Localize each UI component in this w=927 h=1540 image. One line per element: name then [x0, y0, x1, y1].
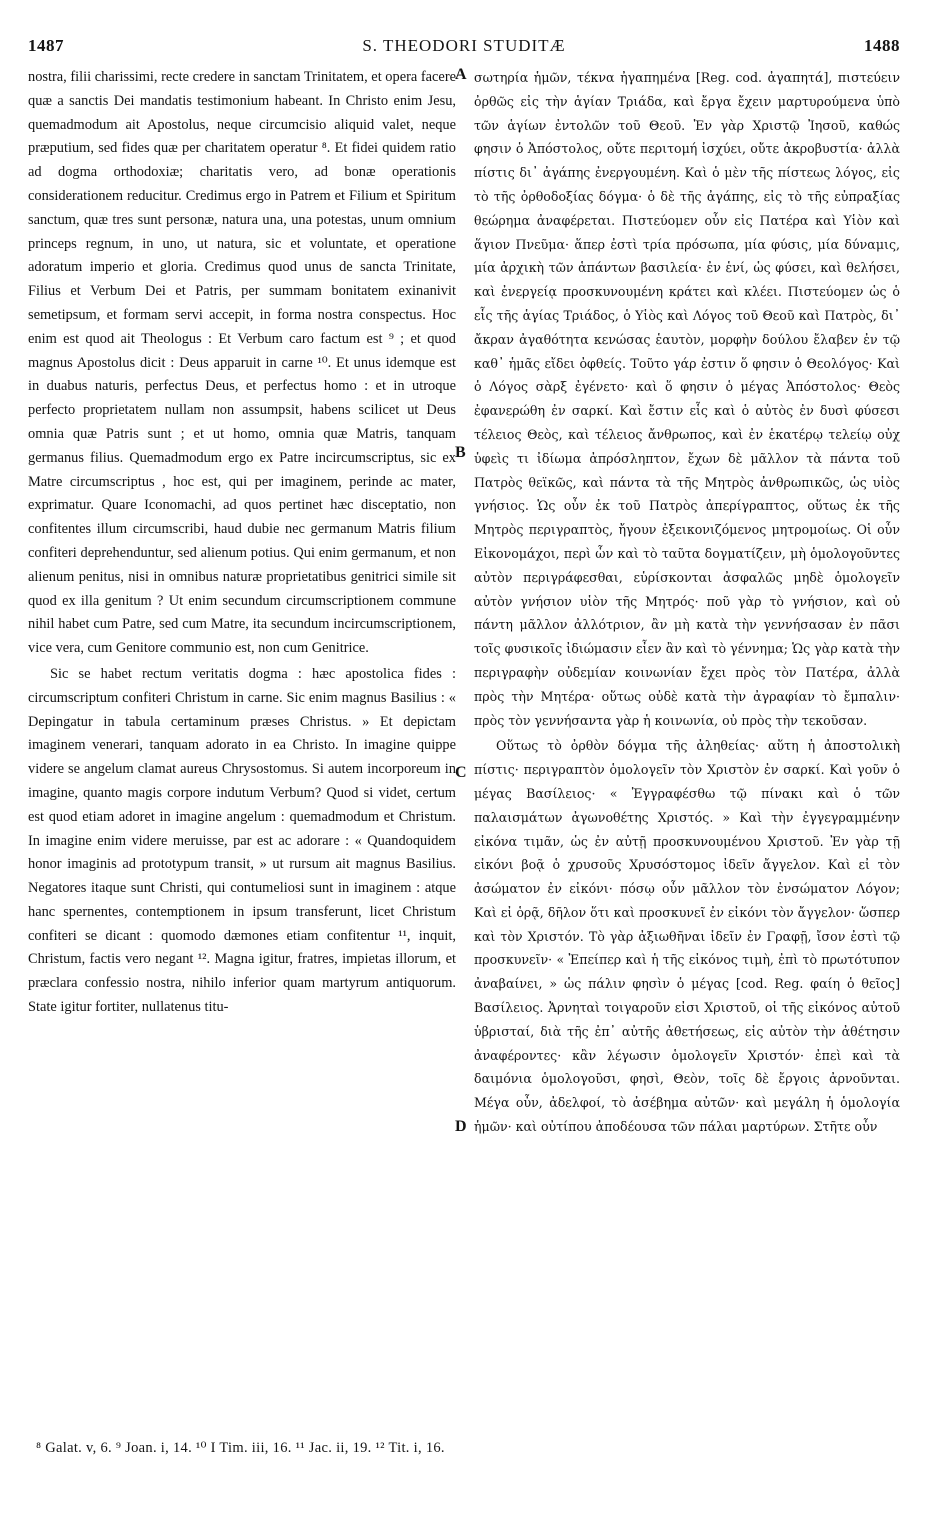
running-title: S. THEODORI STUDITÆ [362, 36, 566, 55]
greek-column [474, 66, 900, 1139]
page-number-right: 1488 [864, 36, 900, 55]
latin-paragraph-1: nostra, filii charissimi, recte credere in sanctam Trinitatem, et opera facere quæ a sanctis Dei mandatis testimonium habeant. In Christo enim Jesu, quemadmodum ait Apostolus, neque circumcisio aliquid valet, neque præputium, sed fides quæ per charitatem operatur ⁸. Et fidei quidem ratio ad dogma orthodoxiæ; charitatis vero, ad bonæ operationis considerationem reducitur. Credimus ergo in Patrem et Filium et Spiritum sanctum, quæ tres sunt personæ, natura una, una potestas, unum omnium princeps regnum, in uno, ut natura, sic et voluntate, et operatione adoratum imperio et gloria. Credimus quod unus de sancta Trinitate, Filius et Verbum Dei et Patris, per summam bonitatem exinanivit semetipsum, et formam servi accepit, in forma nostra conspectus. Hoc enim est quod ait Theologus : Et Verbum caro factum est ⁹ ; et quod magnus Apostolus dicit : Deus apparuit in carne ¹⁰. Et unus idemque est in duabus naturis, perfectus Deus, et perfectus homo : et in utroque perfecto proprietatem nullam non assumpsit, habens scilicet ut Deus omnia quæ Patris sunt ; et ut homo, omnia quæ Matris, tanquam germanus filius. Quemadmodum ergo ex Patre incircumscriptus, sic ex Matre circumscriptus , hoc est, qui per imaginem, perinde ac mater, exprimatur. Quare Iconomachi, ad quos pertinet hæc disceptatio, non confitentes illum circumscribi, haud dubie nec germanum Matris filium confiteri deprehenduntur, sed alienum potius. Qui enim germanum, et non alienum penitus, nisi in omnibus naturæ proprietatibus genitrici simile sit quod ex illa genitum ? Ut enim secundum circumscriptionem commune nihil habet cum Patre, sed cum Matre, ita secundum incircumscriptionem, vice vera, cum Genitore communio est, non cum Genitrice. [28, 69, 456, 657]
margin-letter-b: B [455, 444, 466, 461]
greek-paragraph-2: Οὕτως τὸ ὀρθὸν δόγμα τῆς ἀληθείας· αὕτη ἡ ἀποστολικὴ πίστις· περιγραπτὸν ὁμολογεῖν τὸν Χριστὸν ἐν σαρκί. Καὶ γοῦν ὁ μέγας Βασίλειος· « Ἐγγραφέσθω τῷ πίνακι καὶ ὁ τῶν παλαισμάτων ἀγωνοθέτης Χριστός. » Καὶ τὴν ἐγγεγραμμένην εἰκόνα τιμᾶν, ὡς ἐν αὐτῇ προσκυνουμένου Χριστοῦ. Ἐν γὰρ τῇ εἰκόνι βοᾷ ὁ χρυσοῦς Χρυσόστομος ἰδεῖν ἄγγελον. Καὶ εἰ τὸν ἀσώματον ἐν εἰκόνι· πόσῳ οὖν μᾶλλον τὸν ἐνσώματον Λόγον; Καὶ εἰ ὁρᾷ, δῆλον ὅτι καὶ προσκυνεῖ ἐν εἰκόνι τὸν ἄγγελον· ὥσπερ καὶ τὸν Χριστόν. Τὸ γὰρ ἀξιωθῆναι ἰδεῖν ἐν Γραφῇ, ἴσον ἐστὶ τῷ προσκυνεῖν· « Ἐπείπερ καὶ ἡ τῆς εἰκόνος τιμὴ, ἐπὶ τὸ πρωτότυπον ἀναβαίνει, » ὡς πάλιν φησὶν ὁ μέγας [cod. Reg. φαίη ὁ θεῖος] Βασίλειος. Ἀρνηταὶ τοιγαροῦν εἰσι Χριστοῦ, οἱ τῆς εἰκόνος αὐτοῦ ὑβρισταί, διὰ τῆς ἐπ᾽ αὐτῆς ἀθετήσεως, εἰς αὐτὸν τὴν ἀθέτησιν ἀναφέροντες· κἂν λέγωσιν ὁμολογεῖν Χριστόν· ἐπεὶ καὶ τὰ δαιμόνια ὁμολογοῦσι, φησὶ, Θεὸν, τοῖς δὲ ἔργοις ἀρνοῦνται. Μέγα οὖν, ἀδελφοί, τὸ ἀσέβημα αὐτῶν· καὶ μεγάλη ἡ ὁμολογία ἡμῶν· καὶ οὐτίπου ἀποδέουσα τῶν πάλαι μαρτύρων. Στῆτε οὖν [474, 738, 900, 1135]
latin-paragraph-2: Sic se habet rectum veritatis dogma : hæc apostolica fides : circumscriptum confiteri Christum in carne. Sic enim magnus Basilius : « Depingatur in tabula certaminum præses Christus. » Et depictam imaginem venerari, tanquam adorato in ea Christo. In imagine quippe videre se angelum clamat aureus Chrysostomus. Si autem incorporeum in imagine, quanto magis corpore indutum Verbum? Quod si videt, certum est quod etiam adoret in imagine angelum : quemadmodum et Christum. In imagine enim videre meruisse, par est ac adorare : « Quandoquidem honor imaginis ad prototypum transit, » ut rursum ait magnus Basilius. Negatores itaque sunt Christi, qui contumeliosi sunt in imaginem : atque hanc spernentes, contemptionem in ipsum transferunt, licet Christum confiteri se dicant : quomodo dæmones etiam confitentur ¹¹, inquit, Christum, factis vero negant ¹². Magna igitur, fratres, impietas illorum, et præclara confessio nostra, nihilo inferior quam martyrum antiquorum. State igitur fortiter, nullatenus titu- [28, 665, 456, 1016]
page-number-left: 1487 [28, 36, 64, 55]
margin-letters [455, 0, 475, 1540]
margin-letter-c: C [455, 764, 467, 781]
margin-letter-d: D [455, 1118, 467, 1135]
greek-paragraph-1: σωτηρία ἡμῶν, τέκνα ἠγαπημένα [Reg. cod. ἀγαπητά], πιστεύειν ὀρθῶς εἰς τὴν ἁγίαν Τριάδα, καὶ ἔργα ἔχειν μαρτυρούμενα ὑπὸ τῶν ἁγίων ἐντολῶν τοῦ Θεοῦ. Ἐν γὰρ Χριστῷ Ἰησοῦ, καθώς φησιν ὁ Ἀπόστολος, οὔτε περιτομή ἰσχύει, οὔτε ἀκροβυστία· ἀλλὰ πίστις δι᾽ ἀγάπης ἐνεργουμένη. Καὶ ὁ μὲν τῆς πίστεως λόγος, εἰς τὸ τῆς ὀρθοδοξίας δόγμα· ὁ δὲ τῆς ἀγάπης, εἰς τὸ τῆς εὐπραξίας θεώρημα ἀναφέρεται. Πιστεύομεν οὖν εἰς Πατέρα καὶ Υἱὸν καὶ ἅγιον Πνεῦμα· ἅπερ ἐστὶ τρία πρόσωπα, μία φύσις, μία δύναμις, μία ἀρχικὴ τῶν ἁπάντων βασιλεία· ἐν ἑνί, ὡς φύσει, καὶ θελήσει, καὶ ἐνεργείᾳ προσκυνουμένη κράτει καὶ κλέει. Πιστεύομεν ὡς ὁ εἷς τῆς ἁγίας Τριάδος, ὁ Υἱὸς καὶ Λόγος τοῦ Θεοῦ καὶ Πατρὸς, δι᾽ ἄκραν ἀγαθότητα κενώσας ἑαυτὸν, μορφὴν δούλου ἔλαβεν ἐν τῷ καθ᾽ ἡμᾶς εἴδει ὀφθείς. Τοῦτο γάρ ἐστιν ὅ φησιν ὁ Θεολόγος· Καὶ ὁ Λόγος σὰρξ ἐγένετο· καὶ ὅ φησιν ὁ μέγας Ἀπόστολος· Θεὸς ἐφανερώθη ἐν σαρκί. Καὶ ἔστιν εἷς καὶ ὁ αὐτὸς ἐν δυσὶ φύσεσι τέλειος Θεὸς, καὶ τέλειος ἄνθρωπος, καὶ ἐν ἑκατέρῳ τελείῳ οὐχ ὑφεὶς τι ἰδίωμα ἀπρόσληπτον, ἔχων δὲ μᾶλλον τὰ πάντα τοῦ Πατρὸς θεϊκῶς, καὶ πάντα τὰ τῆς Μητρὸς ἀνθρωπικῶς, ὡς υἱὸς γνήσιος. Ὡς οὖν ἐκ τοῦ Πατρὸς ἀπερίγραπτος, οὕτως ἐκ τῆς Μητρὸς περιγραπτὸς, ἤγουν ἐξεικονιζόμενος μητρομοίως. Οἱ οὖν Εἰκονομάχοι, περὶ ὧν καὶ τὸ ταῦτα δογματίζειν, μὴ ὁμολογοῦντες αὐτὸν περιγράφεσθαι, εὑρίσκονται ἀσφαλῶς μηδὲ ὁμολογεῖν αὐτὸν γνήσιον υἱὸν τῆς Μητρός· ποῦ γὰρ τὸ γνήσιον, καὶ οὐ πάντη μᾶλλον ἀλλότριον, ἂν μὴ κατὰ τὴν γεννήσασαν ἐν πᾶσι τοῖς φυσικοῖς ἰδιώμασιν εἶεν ἂν καὶ τὸ γέννημα; Ὡς γὰρ κατὰ τὴν περιγραφὴν οὐδεμίαν κοινωνίαν ἔχει πρὸς τὸν Πατέρα, ἀλλὰ πρὸς τὴν Μητέρα· οὕτως οὐδὲ κατὰ τὴν ἀγραφίαν τὸ ἔμπαλιν· πρὸς τὸν γεννήσαντα γὰρ ἡ κοινωνία, οὐ πρὸς τὴν τεκοῦσαν. [474, 70, 900, 728]
latin-column [28, 66, 456, 1020]
margin-letter-a: A [455, 66, 467, 83]
footnotes: ⁸ Galat. v, 6. ⁹ Joan. i, 14. ¹⁰ I Tim. iii, 16. ¹¹ Jac. ii, 19. ¹² Tit. i, 16. [36, 1440, 445, 1456]
